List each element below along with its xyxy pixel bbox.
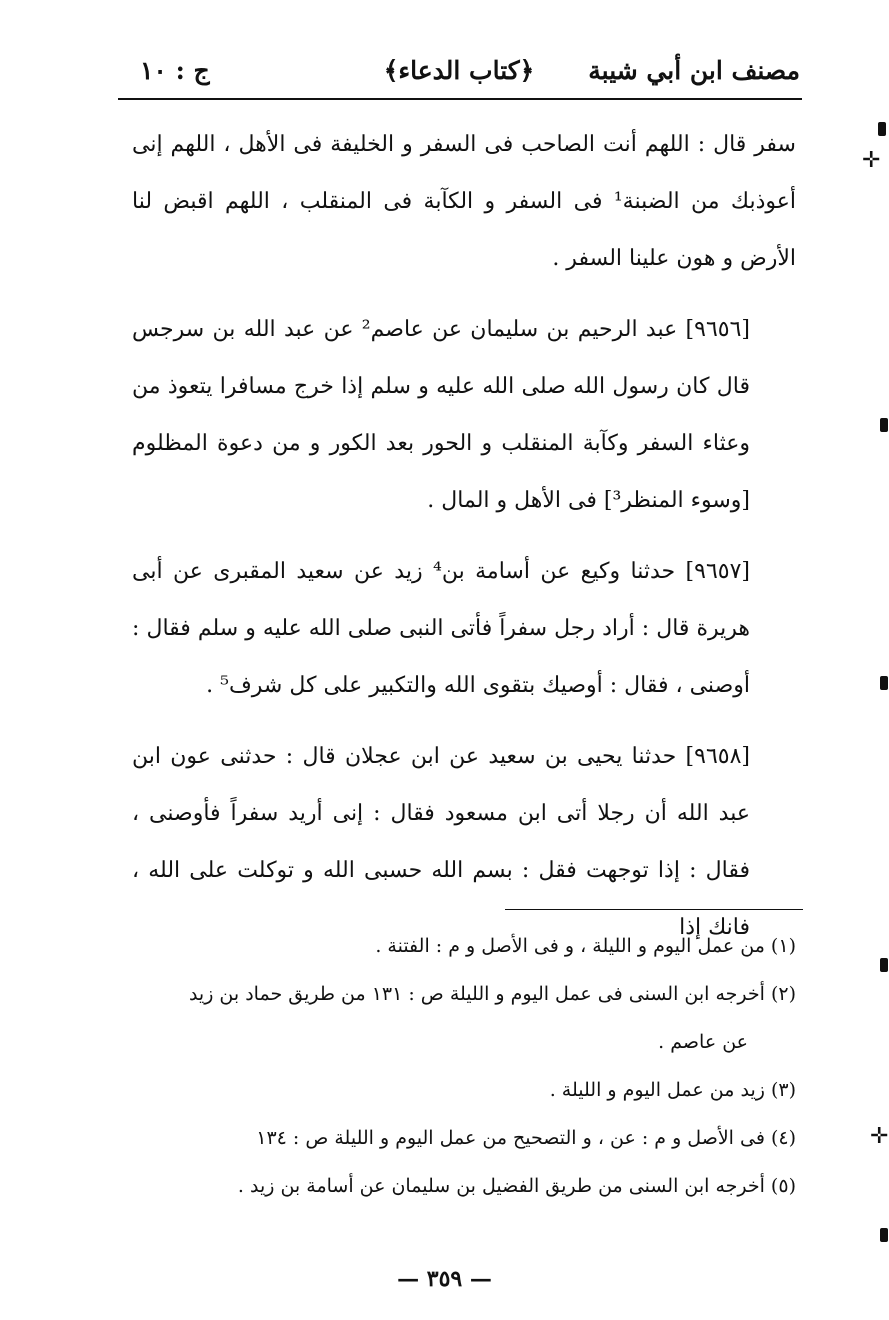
main-text — [132, 116, 796, 956]
footnotes — [140, 922, 796, 1210]
scan-mark — [880, 958, 888, 972]
footnote-2-continuation: عن عاصم . — [658, 1031, 748, 1053]
footnote-3: (٣) زيد من عمل اليوم و الليلة . — [549, 1079, 796, 1101]
section-title: ﴿كتاب الدعاء﴾ — [383, 56, 535, 85]
book-title: مصنف ابن أبي شيبة — [588, 56, 800, 85]
header-rule — [118, 98, 802, 100]
footnote-1: (١) من عمل اليوم و الليلة ، و فى الأصل و م : الفتنة . — [375, 935, 796, 957]
scan-mark — [880, 418, 888, 432]
scan-cross-mark: ✛ — [862, 148, 881, 173]
footnote-2: (٢) أخرجه ابن السنى فى عمل اليوم و الليلة ص : ١٣١ من طريق حماد بن زيد — [188, 983, 796, 1005]
paragraph-continuation: سفر قال : اللهم أنت الصاحب فى السفر و الخليفة فى الأهل ، اللهم إنى أعوذبك من الضبنة¹ فى السفر و الكآبة فى المنقلب ، اللهم اقبض لنا الأرض و هون علينا السفر . — [132, 132, 796, 271]
page-number: — ٣٥٩ — — [397, 1266, 492, 1292]
scan-mark — [880, 676, 888, 690]
scan-mark — [880, 1228, 888, 1242]
footnote-5: (٥) أخرجه ابن السنى من طريق الفضيل بن سليمان عن أسامة بن زيد . — [237, 1175, 796, 1197]
scan-mark — [878, 122, 886, 136]
footnote-rule — [505, 909, 803, 910]
hadith-9658: [٩٦٥٨] حدثنا يحيى بن سعيد عن ابن عجلان قال : حدثنى عون ابن عبد الله أن رجلا أتى ابن مسعود فقال : إنى أريد سفراً فأوصنى ، فقال : إذا توجهت فقل : بسم الله حسبى الله و توكلت على الله ، فانك إذا — [132, 744, 750, 940]
footnote-4: (٤) فى الأصل و م : عن ، و التصحيح من عمل اليوم و الليلة ص : ١٣٤ — [256, 1127, 796, 1149]
page-header — [118, 48, 800, 98]
scan-cross-mark: ✛ — [870, 1124, 889, 1149]
volume-number: ج : ١٠ — [140, 56, 210, 85]
hadith-9656: [٩٦٥٦] عبد الرحيم بن سليمان عن عاصم² عن عبد الله بن سرجس قال كان رسول الله صلى الله عليه و سلم إذا خرج مسافرا يتعوذ من وعثاء السفر وكآبة المنقلب و الحور بعد الكور و من دعوة المظلوم [وسوء المنظر³] فى الأهل و المال . — [132, 317, 750, 513]
hadith-9657: [٩٦٥٧] حدثنا وكيع عن أسامة بن⁴ زيد عن سعيد المقبرى عن أبى هريرة قال : أراد رجل سفراً فأتى النبى صلى الله عليه و سلم فقال : أوصنى ، فقال : أوصيك بتقوى الله والتكبير على كل شرف⁵ . — [132, 559, 750, 698]
